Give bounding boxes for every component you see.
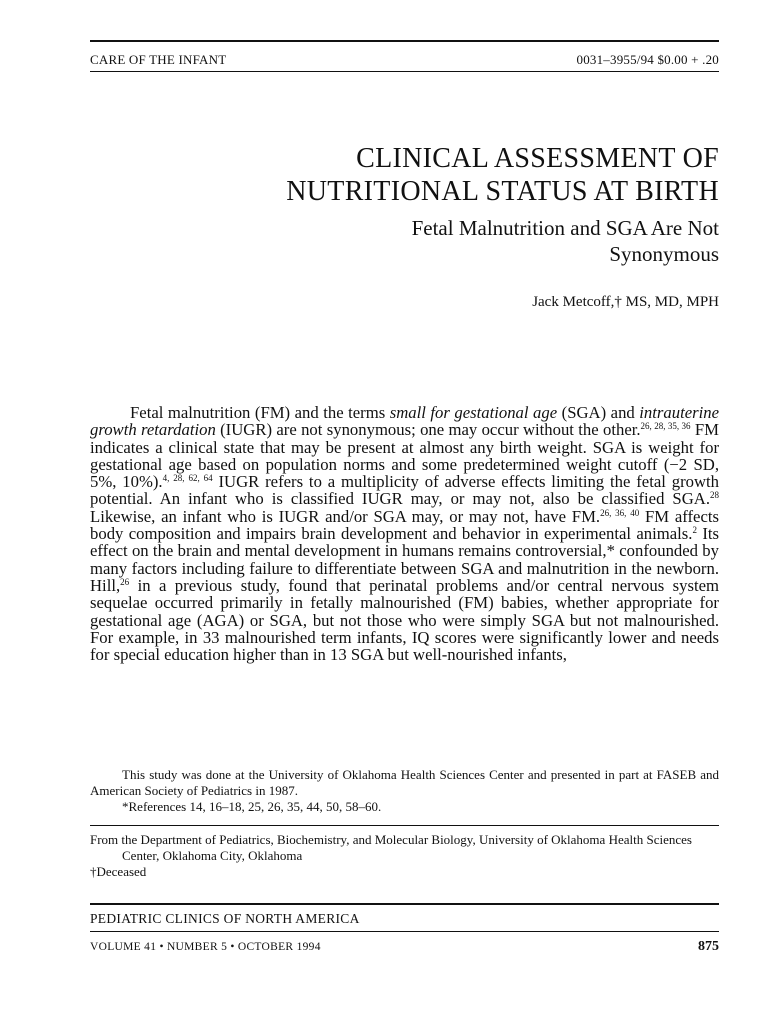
footer-mid-rule [90, 931, 719, 932]
title-line-2: NUTRITIONAL STATUS AT BIRTH [286, 176, 719, 207]
citation: 26, 36, 40 [600, 507, 640, 518]
top-rule [90, 40, 719, 42]
article-title [286, 142, 719, 208]
footnote-rule [90, 825, 719, 826]
citation: 26 [120, 576, 130, 587]
journal-name: PEDIATRIC CLINICS OF NORTH AMERICA [90, 911, 360, 926]
citation: 2 [692, 525, 697, 536]
title-line-1: CLINICAL ASSESSMENT OF [356, 143, 719, 174]
citation: 4, 28, 62, 64 [162, 473, 213, 484]
citation: 26, 28, 35, 36 [640, 421, 691, 432]
author-byline: Jack Metcoff,† MS, MD, MPH [532, 294, 719, 310]
affiliation-note: From the Department of Pediatrics, Biochemistry, and Molecular Biology, University of Oklahoma Health Sciences Center, Oklahoma City, Oklahoma [90, 832, 692, 863]
references-note: *References 14, 16–18, 25, 26, 35, 44, 50, 58–60. [122, 799, 382, 814]
subtitle-line-1: Fetal Malnutrition and SGA Are Not [411, 216, 719, 240]
page-number: 875 [698, 939, 719, 954]
article-subtitle [249, 215, 719, 267]
subtitle-line-2: Synonymous [609, 242, 719, 266]
citation: 28 [710, 490, 719, 501]
study-footnote [90, 767, 719, 815]
term-iugr: intrauterine growth retardation [90, 403, 720, 440]
deceased-note: †Deceased [90, 864, 147, 879]
term-sga: small for gestational age [389, 403, 558, 422]
body-paragraph: Fetal malnutrition (FM) and the terms small for gestational age (SGA) and intrauterine growth retardation (IUGR) are not synonymous; one may occur without the other.$^{26, 28, 35, 36}$ FM indicates a clinical state that may be present at almost any birth weight. SGA is weight for gestational age based on population norms and some predetermined weight cutoff (−2 SD, 5%, 10%).$^{4, 28, 62, 64}$ IUGR refers to a multiplicity of adverse effects limiting the fetal growth potential. An infant who is classified IUGR may, or may not, also be classified SGA.$^{28}$ Likewise, an infant who is IUGR and/or SGA may, or may not, have FM.$^{26, 36, 40}$ FM affects body composition and impairs brain development and behavior in experimental animals.$^2$ Its effect on the brain and mental development in humans remains controversial,* confounded by many factors including failure to differentiate between SGA and malnutrition in the newborn. Hill,$^{26}$ in a previous study, found that perinatal problems and/or central nervous system sequelae occurred primarily in fetally malnourished (FM) babies, whether appropriate for gestational age (AGA) or SGA, but not those who were simply SGA but not malnourished. For example, in 33 malnourished term infants, IQ scores were significantly lower and needs for special education higher than in 13 SGA but well-nourished infants, [90, 403, 720, 665]
volume-info: VOLUME 41 • NUMBER 5 • OCTOBER 1994 [90, 941, 321, 953]
header-rule [90, 71, 719, 72]
affiliation-footnote [90, 832, 719, 880]
running-header-section: CARE OF THE INFANT [90, 52, 227, 67]
running-header-issn: 0031–3955/94 $0.00 + .20 [576, 52, 719, 67]
study-note: This study was done at the University of Oklahoma Health Sciences Center and presented in part at FASEB and American Society of Pediatrics in 1987. [90, 767, 719, 798]
footer-top-rule [90, 903, 719, 905]
body-text [90, 404, 719, 663]
